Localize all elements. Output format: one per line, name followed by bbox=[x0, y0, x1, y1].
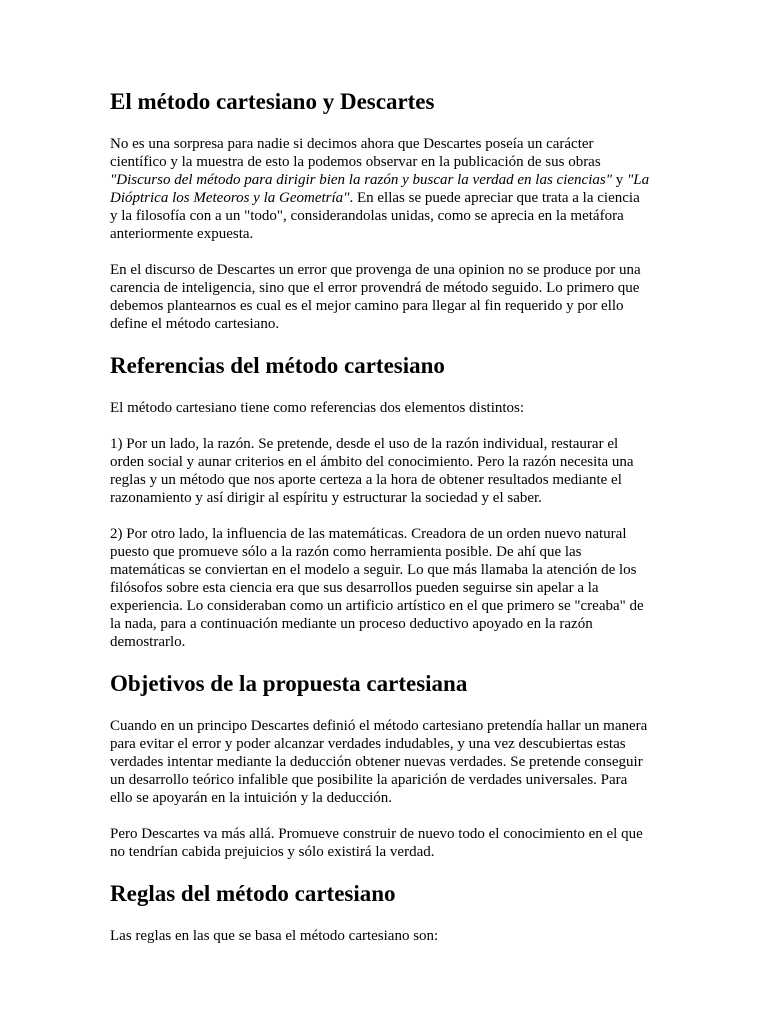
paragraph-error-metodo: En el discurso de Descartes un error que provenga de una opinion no se produce por una carencia de inteligencia, sino que el error provendrá de método seguido. Lo primero que debemos plantearnos es cual es el mejor camino para llegar al fin requerido y por ello define el método cartesiano. bbox=[110, 262, 641, 332]
document-page bbox=[110, 88, 650, 963]
paragraph-text: No es una sorpresa para nadie si decimos ahora que Descartes poseía un carácter científico y la muestra de esto la podemos observar en la publicación de sus obras bbox=[110, 136, 601, 170]
paragraph-objetivos: Cuando en un principo Descartes definió el método cartesiano pretendía hallar un manera para evitar el error y poder alcanzar verdades indudables, y una vez descubiertas estas verdades intentar mediante la deducción obtener nuevas verdades. Se pretende conseguir un desarrollo teórico infalible que posibilite la aparición de verdades universales. Para ello se apoyarán en la intuición y la deducción. bbox=[110, 718, 648, 806]
book-title-dioptrica: "La Dióptrica los Meteoros y la Geometría" bbox=[110, 172, 650, 206]
paragraph-text: . En ellas se puede apreciar que trata a la ciencia y la filosofía con a un "todo", considerandolas unidas, como se aprecia en la metáfora anteriormente expuesta. bbox=[110, 190, 640, 242]
book-title-discurso: "Discurso del método para dirigir bien la razón y buscar la verdad en las ciencias" bbox=[110, 172, 612, 188]
paragraph-referencias-intro: El método cartesiano tiene como referencias dos elementos distintos: bbox=[110, 400, 525, 416]
paragraph-text: y bbox=[612, 172, 627, 188]
section-heading-referencias: Referencias del método cartesiano bbox=[110, 353, 445, 378]
section-heading-metodo-y-descartes: El método cartesiano y Descartes bbox=[110, 89, 435, 114]
paragraph-descartes-va-mas-alla: Pero Descartes va más allá. Promueve construir de nuevo todo el conocimiento en el que no tendrían cabida prejuicios y sólo existirá la verdad. bbox=[110, 826, 643, 860]
section-heading-objetivos: Objetivos de la propuesta cartesiana bbox=[110, 671, 468, 696]
paragraph-matematicas: 2) Por otro lado, la influencia de las matemáticas. Creadora de un orden nuevo natural puesto que promueve sólo a la razón como herramienta posible. De ahí que las matemáticas se conviertan en el modelo a seguir. Lo que más llamaba la atención de los filósofos sobre esta ciencia era que sus desarrollos pueden seguirse sin apelar a la experiencia. Lo consideraban como un artificio artístico en el que primero se "creaba" de la nada, para a continuación mediante un proceso deductivo apoyado en la razón demostrarlo. bbox=[110, 526, 644, 650]
paragraph-reglas-intro: Las reglas en las que se basa el método cartesiano son: bbox=[110, 928, 439, 944]
paragraph-razon: 1) Por un lado, la razón. Se pretende, desde el uso de la razón individual, restaurar el orden social y aunar criterios en el ámbito del conocimiento. Pero la razón necesita una reglas y un método que nos aporte certeza a la hora de obtener resultados mediante el razonamiento y así dirigir al espíritu y estructurar la sociedad y el saber. bbox=[110, 436, 634, 506]
section-heading-reglas: Reglas del método cartesiano bbox=[110, 881, 396, 906]
paragraph-intro bbox=[110, 135, 650, 243]
